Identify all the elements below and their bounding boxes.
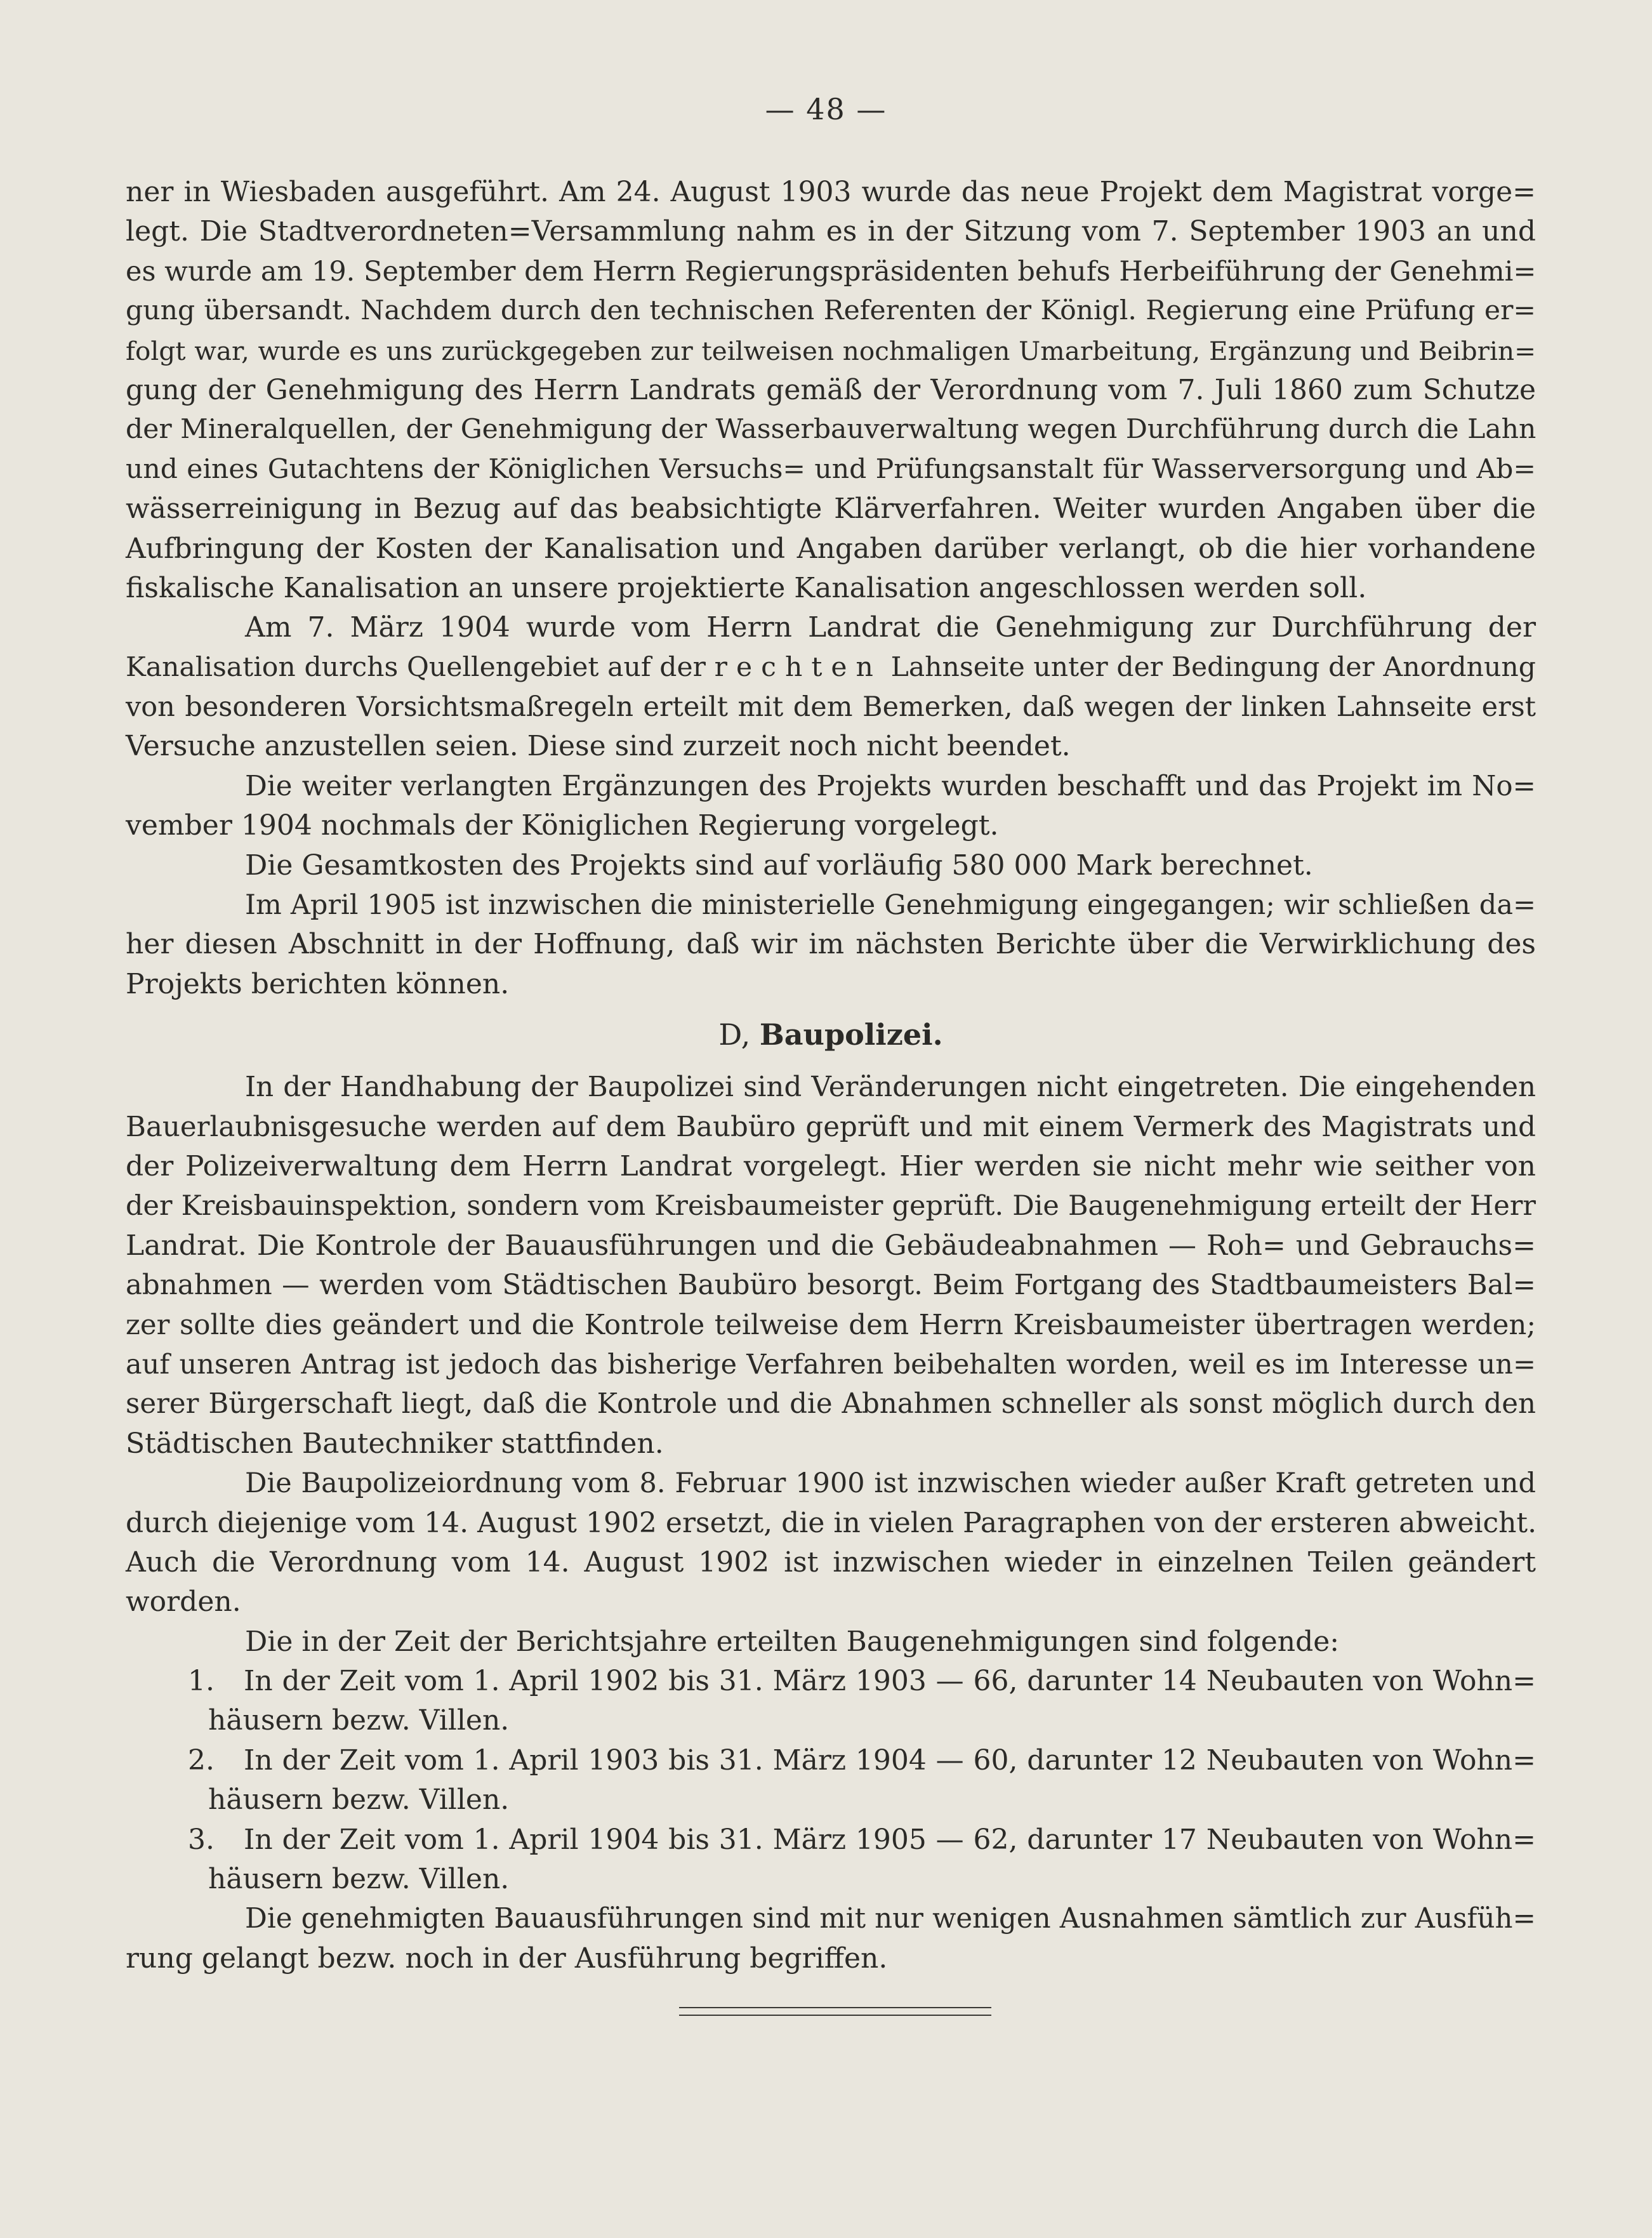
page-number: — 48 — [765, 92, 887, 126]
list-item [126, 1820, 1536, 1900]
text-line: Am 7. März 1904 wurde vom Herrn Landrat die Genehmigung zur Durchführung der [245, 611, 1536, 644]
text-line: der Mineralquellen, der Genehmigung der Wasserbauverwaltung wegen Durchführung durch die Lahn [126, 414, 1536, 446]
section-letter: D, [718, 1017, 751, 1052]
text-line: rung gelangt bezw. noch in der Ausführung begriffen. [126, 1942, 888, 1975]
list-number: 1. [188, 1665, 215, 1698]
text-line: legt. Die Stadtverordneten=Versammlung nahm es in der Sitzung vom 7. September 1903 an und [126, 215, 1536, 248]
paragraph-supplements [126, 767, 1536, 846]
text-line: vember 1904 nochmals der Königlichen Regierung vorgelegt. [126, 809, 999, 842]
paragraph-building-regulations [126, 1464, 1536, 1622]
text-line [126, 648, 1536, 687]
paragraph-canalisation-project [126, 173, 1536, 608]
text-line: und eines Gutachtens der Königlichen Versuchs= und Prüfungsanstalt für Wasserversorgung und Ab= [126, 453, 1536, 485]
list-text: In der Zeit vom 1. April 1902 bis 31. März 1903 — 66, darunter 14 Neubauten von Wohn= [244, 1665, 1536, 1698]
text-line: fiskalische Kanalisation an unsere projektierte Kanalisation angeschlossen werden soll. [126, 571, 1367, 604]
text-line: In der Handhabung der Baupolizei sind Veränderungen nicht eingetreten. Die eingehenden [245, 1071, 1536, 1104]
text-line: folgt war, wurde es uns zurückgegeben zur teilweisen nochmaligen Umarbeitung, Ergänzung und Beibrin= [126, 335, 1536, 366]
text-line: Aufbringung der Kosten der Kanalisation und Angaben darüber verlangt, ob die hier vorhandene [126, 532, 1536, 565]
section-heading [126, 1010, 1536, 1059]
text-line: Die genehmigten Bauausführungen sind mit nur wenigen Ausnahmen sämtlich zur Ausfüh= [245, 1903, 1536, 1935]
text-fragment: Kanalisation durchs Quellengebiet auf der [126, 651, 706, 683]
text-line: Auch die Verordnung vom 14. August 1902 ist inzwischen wieder in einzelnen Teilen geändert [126, 1546, 1536, 1579]
paragraph-executions [126, 1899, 1536, 1978]
text-line: serer Bürgerschaft liegt, daß die Kontrole und die Abnahmen schneller als sonst möglich durch den [126, 1388, 1536, 1420]
text-line: Städtischen Bautechniker stattfinden. [126, 1427, 664, 1460]
paragraph-ministerial-approval [126, 885, 1536, 1004]
text-line: der Polizeiverwaltung dem Herrn Landrat vorgelegt. Hier werden sie nicht mehr wie seither von [126, 1149, 1536, 1182]
paragraph-landrat-approval [126, 608, 1536, 767]
section-title: Baupolizei. [759, 1017, 943, 1052]
text-line: Im April 1905 ist inzwischen die ministerielle Genehmigung eingegangen; wir schließen da= [245, 889, 1536, 922]
text-line: Die Gesamtkosten des Projekts sind auf vorläufig 580 000 Mark berechnet. [245, 849, 1313, 882]
text-line: Projekts berichten können. [126, 967, 510, 1000]
text-line: Bauerlaubnisgesuche werden auf dem Baubüro geprüft und mit einem Vermerk des Magistrats und [126, 1111, 1536, 1143]
text-line: Die weiter verlangten Ergänzungen des Projekts wurden beschafft und das Projekt im No= [245, 770, 1536, 802]
text-line: abnahmen — werden vom Städtischen Baubüro besorgt. Beim Fortgang des Stadtbaumeisters Bal= [126, 1269, 1536, 1302]
text-fragment: Lahnseite unter der Bedingung der Anordnung [890, 651, 1536, 683]
text-line: her diesen Abschnitt in der Hoffnung, daß wir im nächsten Berichte über die Verwirklichung des [126, 928, 1536, 961]
text-line: Die in der Zeit der Berichtsjahre erteilten Baugenehmigungen sind folgende: [245, 1625, 1340, 1658]
text-line: worden. [126, 1586, 241, 1619]
list-number: 3. [188, 1823, 215, 1856]
list-text: In der Zeit vom 1. April 1903 bis 31. März 1904 — 60, darunter 12 Neubauten von Wohn= [244, 1744, 1536, 1777]
text-line: zer sollte dies geändert und die Kontrole teilweise dem Herrn Kreisbaumeister übertragen werden; [126, 1309, 1536, 1341]
paragraph-permits [126, 1622, 1536, 1900]
text-line: von besonderen Vorsichtsmaßregeln erteilt mit dem Bemerken, daß wegen der linken Lahnseite erst [126, 691, 1536, 724]
text-line: es wurde am 19. September dem Herrn Regierungspräsidenten behufs Herbeiführung der Genehmi= [126, 255, 1536, 288]
text-line: auf unseren Antrag ist jedoch das bisherige Verfahren beibehalten worden, weil es im Interesse un= [126, 1348, 1536, 1381]
text-line: Die Baupolizeiordnung vom 8. Februar 1900 ist inzwischen wieder außer Kraft getreten und [245, 1467, 1536, 1500]
text-line: gung der Genehmigung des Herrn Landrats gemäß der Verordnung vom 7. Juli 1860 zum Schutze [126, 373, 1536, 406]
text-line: Versuche anzustellen seien. Diese sind zurzeit noch nicht beendet. [126, 730, 1071, 763]
text-line: wässerreinigung in Bezug auf das beabsichtigte Klärverfahren. Weiter wurden Angaben über die [126, 493, 1536, 526]
list-text: In der Zeit vom 1. April 1904 bis 31. März 1905 — 62, darunter 17 Neubauten von Wohn= [244, 1823, 1536, 1856]
text-line: Landrat. Die Kontrole der Bauausführungen und die Gebäudeabnahmen — Roh= und Gebrauchs= [126, 1229, 1536, 1262]
paragraph-building-police [126, 1068, 1536, 1464]
body-text [126, 173, 1536, 1978]
paragraph-total-cost [126, 846, 1536, 885]
list-number: 2. [188, 1744, 215, 1777]
list-item [126, 1741, 1536, 1820]
text-line: häusern bezw. Villen. [208, 1784, 510, 1817]
text-line: der Kreisbauinspektion, sondern vom Kreisbaumeister geprüft. Die Baugenehmigung erteilt der Herr [126, 1190, 1536, 1222]
list-item [126, 1662, 1536, 1741]
text-line: gung übersandt. Nachdem durch den technischen Referenten der Königl. Regierung eine Prüfung er= [126, 295, 1536, 327]
text-line: häusern bezw. Villen. [208, 1863, 510, 1896]
text-line [126, 1741, 1536, 1780]
text-line: ner in Wiesbaden ausgeführt. Am 24. August 1903 wurde das neue Projekt dem Magistrat vorge= [126, 176, 1536, 208]
text-line [126, 1820, 1536, 1860]
text-line [126, 1662, 1536, 1701]
text-line: durch diejenige vom 14. August 1902 ersetzt, die in vielen Paragraphen von der ersteren abweicht. [126, 1506, 1537, 1539]
emphasized-word: rechten [714, 651, 882, 683]
section-end-rule [679, 2007, 991, 2016]
text-line: häusern bezw. Villen. [208, 1704, 510, 1737]
